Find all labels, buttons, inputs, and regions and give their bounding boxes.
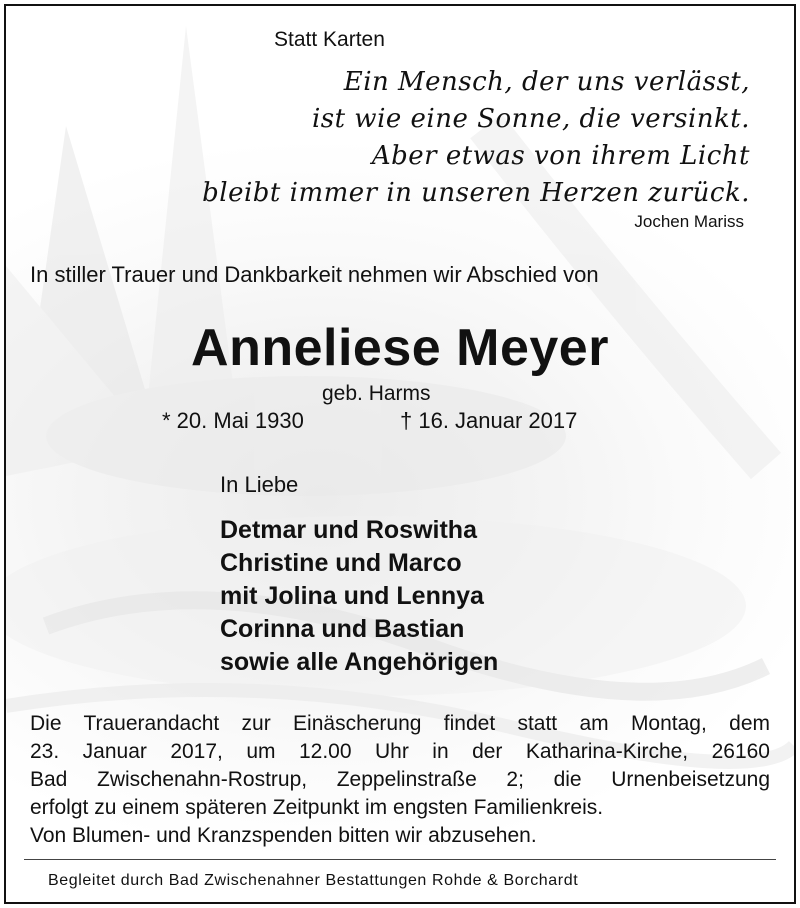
mourner-line: sowie alle Angehörigen <box>220 648 499 676</box>
details-line: 23. Januar 2017, um 12.00 Uhr in der Katharina-Kirche, 26160 <box>30 740 770 763</box>
obituary-card <box>4 4 796 904</box>
maiden-name: geb. Harms <box>322 382 431 405</box>
quote-line: bleibt immer in unseren Herzen zurück. <box>202 178 750 208</box>
quote-author: Jochen Mariss <box>634 212 744 231</box>
deceased-name: Anneliese Meyer <box>191 319 609 377</box>
mourners-intro: In Liebe <box>220 472 299 497</box>
memorial-quote <box>202 64 750 212</box>
quote-line: Ein Mensch, der uns verlässt, <box>343 67 750 97</box>
service-details <box>30 710 770 850</box>
mourner-line: mit Jolina und Lennya <box>220 582 484 610</box>
quote-line: ist wie eine Sonne, die versinkt. <box>311 104 750 134</box>
details-line: Die Trauerandacht zur Einäscherung findet statt am Montag, dem <box>30 712 770 735</box>
death-date: † 16. Januar 2017 <box>400 408 578 433</box>
mourners-list <box>220 514 498 679</box>
quote-line: Aber etwas von ihrem Licht <box>371 141 750 171</box>
mourner-line: Corinna und Bastian <box>220 615 465 643</box>
details-line: Bad Zwischenahn-Rostrup, Zeppelinstraße 2; die Urnenbeisetzung <box>30 768 770 791</box>
footer-divider <box>24 859 776 860</box>
farewell-intro: In stiller Trauer und Dankbarkeit nehmen wir Abschied von <box>30 262 599 287</box>
details-line: Von Blumen- und Kranzspenden bitten wir abzusehen. <box>30 824 537 847</box>
statt-karten: Statt Karten <box>274 28 385 51</box>
details-line: erfolgt zu einem späteren Zeitpunkt im engsten Familienkreis. <box>30 796 604 819</box>
mourner-line: Detmar und Roswitha <box>220 516 477 544</box>
funeral-home-credit: Begleitet durch Bad Zwischenahner Bestattungen Rohde & Borchardt <box>48 872 579 889</box>
mourner-line: Christine und Marco <box>220 549 462 577</box>
birth-date: * 20. Mai 1930 <box>162 408 304 433</box>
